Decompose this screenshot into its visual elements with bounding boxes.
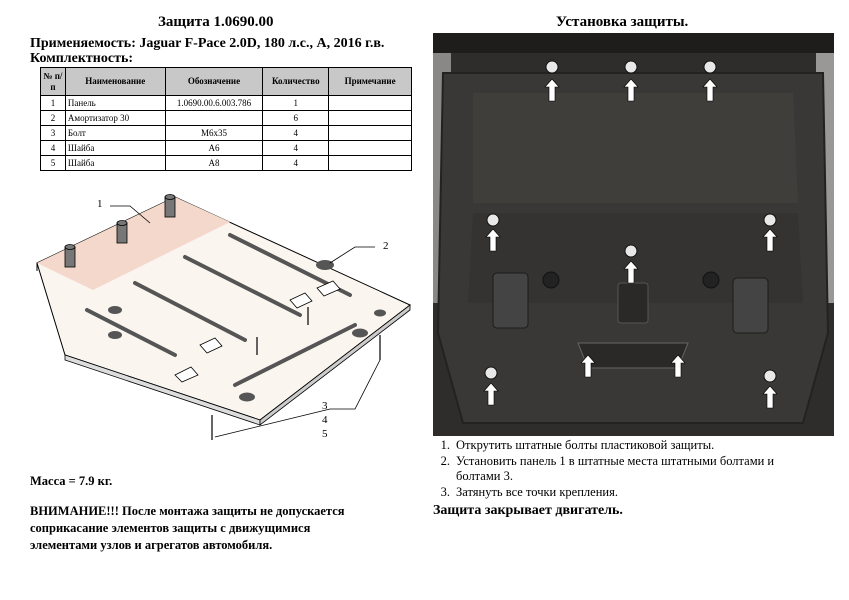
warning-line-3: элементами узлов и агрегатов автомобиля. [30, 538, 273, 552]
callout-5: 5 [322, 428, 328, 440]
cell-name: Панель [65, 96, 165, 111]
cell-designation [165, 111, 263, 126]
cell-quantity: 4 [263, 156, 329, 171]
step-item [432, 485, 832, 501]
cell-number: 5 [41, 156, 66, 171]
col-header-designation: Обозначение [165, 68, 263, 96]
cell-quantity: 1 [263, 96, 329, 111]
cell-note [329, 141, 412, 156]
callout-3: 3 [322, 400, 328, 412]
table-row [41, 141, 412, 156]
applicability-text: Применяемость: Jaguar F-Pace 2.0D, 180 л.с., А, 2016 г.в. [30, 36, 385, 51]
cell-note [329, 126, 412, 141]
step-text: Затянуть все точки крепления. [456, 484, 618, 499]
col-header-name: Наименование [65, 68, 165, 96]
step-text: болтами 3. [456, 469, 513, 483]
table-row [41, 111, 412, 126]
parts-table-header-row [41, 68, 412, 96]
cell-name: Болт [65, 126, 165, 141]
step-text: Открутить штатные болты пластиковой защиты. [456, 438, 715, 452]
callout-1: 1 [97, 198, 103, 210]
cell-quantity: 6 [263, 111, 329, 126]
installation-title: Установка защиты. [556, 14, 689, 30]
cell-number: 1 [41, 96, 66, 111]
warning-line-2: соприкасание элементов защиты с движущимися [30, 521, 311, 535]
cell-note [329, 96, 412, 111]
callout-2: 2 [383, 240, 389, 252]
cell-number: 3 [41, 126, 66, 141]
table-row [41, 156, 412, 171]
kit-label: Комплектность: [30, 51, 134, 66]
parts-table [40, 67, 412, 171]
step-text: Установить панель 1 в штатные места штатными болтами и [456, 453, 775, 468]
col-header-number: № п/п [41, 68, 66, 96]
step-item [432, 454, 832, 470]
installation-photo [433, 33, 834, 436]
cell-quantity: 4 [263, 141, 329, 156]
step-item-continuation [432, 469, 832, 485]
cell-name: Шайба [65, 156, 165, 171]
callout-4: 4 [322, 414, 328, 426]
table-row [41, 126, 412, 141]
document-title: Защита 1.0690.00 [158, 14, 274, 30]
cell-designation: М6х35 [165, 126, 263, 141]
table-row [41, 96, 412, 111]
step-number: 2. [440, 453, 450, 468]
cell-designation: А6 [165, 141, 263, 156]
warning-line-1: ВНИМАНИЕ!!! После монтажа защиты не допускается [30, 504, 345, 518]
panel-assembly-diagram [25, 185, 425, 450]
col-header-quantity: Количество [263, 68, 329, 96]
cell-designation: А8 [165, 156, 263, 171]
step-item [432, 438, 832, 454]
cell-name: Шайба [65, 141, 165, 156]
cell-name: Амортизатор 30 [65, 111, 165, 126]
cell-quantity: 4 [263, 126, 329, 141]
cell-note [329, 111, 412, 126]
cell-number: 2 [41, 111, 66, 126]
mass-text: Масса = 7.9 кг. [30, 474, 113, 488]
cell-designation: 1.0690.00.6.003.786 [165, 96, 263, 111]
cell-number: 4 [41, 141, 66, 156]
step-number: 3. [440, 484, 450, 499]
cell-note [329, 156, 412, 171]
installation-steps [432, 438, 832, 500]
final-note: Защита закрывает двигатель. [433, 503, 623, 518]
col-header-note: Примечание [329, 68, 412, 96]
step-number: 1. [440, 438, 450, 452]
